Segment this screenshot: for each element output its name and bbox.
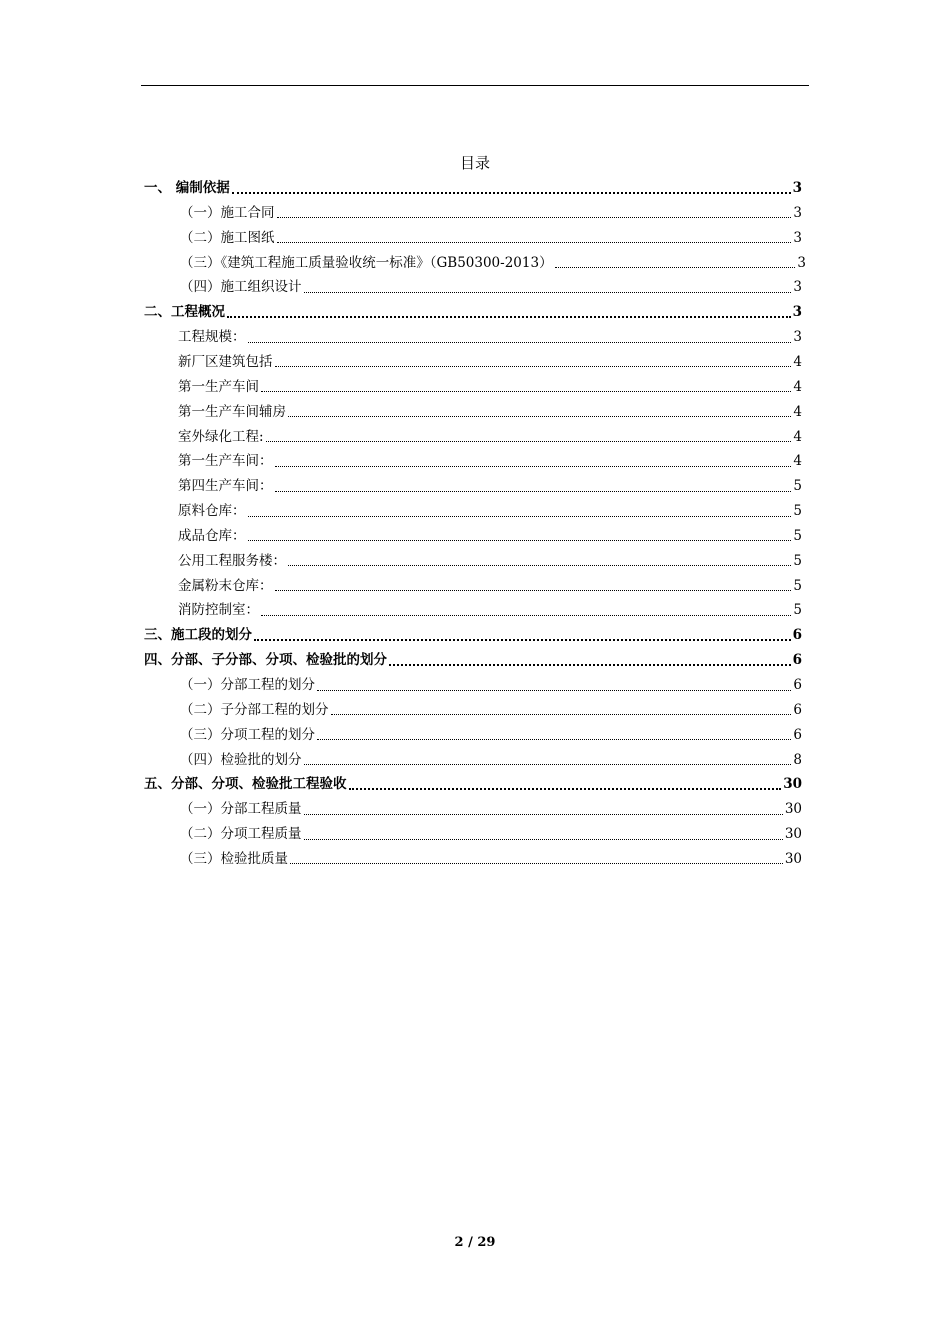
toc-entry-page: 5 xyxy=(793,527,802,544)
toc-entry[interactable] xyxy=(144,623,802,647)
toc-leader-dots xyxy=(277,242,792,243)
toc-entry[interactable] xyxy=(178,549,802,573)
toc-leader-dots xyxy=(227,316,791,318)
toc-entry[interactable] xyxy=(144,648,802,672)
toc-leader-dots xyxy=(232,192,791,194)
toc-entry-page: 4 xyxy=(793,403,802,420)
toc-entry-page: 3 xyxy=(793,329,802,346)
toc-entry-page: 4 xyxy=(793,428,802,445)
toc-entry-page: 5 xyxy=(793,602,802,619)
toc-leader-dots xyxy=(248,342,792,343)
toc-entry-text: 室外绿化工程: xyxy=(178,428,264,445)
toc-entry-text: 第一生产车间辅房 xyxy=(178,403,286,420)
toc-leader-dots xyxy=(290,863,783,864)
toc-entry[interactable] xyxy=(178,375,802,399)
toc-entry-text: 第一生产车间 xyxy=(178,378,259,395)
toc-leader-dots xyxy=(317,739,791,740)
toc-entry-page: 6 xyxy=(793,726,802,743)
toc-entry[interactable] xyxy=(178,598,802,622)
toc-entry-text: （一）施工合同 xyxy=(180,204,275,221)
toc-entry-text: 原料仓库： xyxy=(178,503,246,520)
toc-entry-page: 4 xyxy=(793,353,802,370)
toc-title: 目录 xyxy=(459,154,490,172)
toc-entry-text: 工程规模： xyxy=(178,329,246,346)
toc-entry[interactable] xyxy=(180,251,806,275)
toc-entry-page: 30 xyxy=(783,776,802,793)
toc-entry-page: 3 xyxy=(797,254,806,271)
toc-entry[interactable] xyxy=(178,574,802,598)
toc-leader-dots xyxy=(389,664,791,666)
toc-leader-dots xyxy=(277,217,792,218)
toc-entry-page: 30 xyxy=(784,850,802,867)
toc-entry-page: 30 xyxy=(784,826,802,843)
toc-entry[interactable] xyxy=(180,275,802,299)
toc-entry-text: 五、分部、分项、检验批工程验收 xyxy=(144,776,347,793)
toc-entry-page: 5 xyxy=(793,552,802,569)
toc-entry-text: 第一生产车间： xyxy=(178,453,273,470)
toc-leader-dots xyxy=(248,516,792,517)
toc-entry-text: （二）分项工程质量 xyxy=(180,826,302,843)
toc-leader-dots xyxy=(288,565,791,566)
toc-entry-text: （三）《建筑工程施工质量验收统一标准》（GB50300-2013） xyxy=(180,254,553,271)
toc-entry-page: 6 xyxy=(792,652,802,669)
toc-entry-text: （三）分项工程的划分 xyxy=(180,726,315,743)
toc-entry-text: 四、分部、子分部、分项、检验批的划分 xyxy=(144,652,387,669)
toc-leader-dots xyxy=(254,639,791,641)
toc-entry-page: 3 xyxy=(793,204,802,221)
toc-leader-dots xyxy=(349,788,782,790)
toc-leader-dots xyxy=(275,590,792,591)
page-footer: 2 / 29 xyxy=(454,1235,496,1250)
toc-entry-text: 公用工程服务楼： xyxy=(178,552,286,569)
toc-entry-page: 5 xyxy=(793,478,802,495)
toc-entry[interactable] xyxy=(180,226,802,250)
toc-entry[interactable] xyxy=(178,499,802,523)
toc-leader-dots xyxy=(261,615,791,616)
toc-entry-page: 6 xyxy=(792,627,802,644)
toc-leader-dots xyxy=(555,267,796,268)
toc-leader-dots xyxy=(275,366,792,367)
toc-entry-page: 5 xyxy=(793,503,802,520)
toc-leader-dots xyxy=(304,814,783,815)
toc-leader-dots xyxy=(261,391,791,392)
toc-entry-page: 30 xyxy=(784,801,802,818)
toc-leader-dots xyxy=(266,441,792,442)
toc-entry-text: （四）施工组织设计 xyxy=(180,279,302,296)
toc-leader-dots xyxy=(288,416,791,417)
toc-entry-text: （二）子分部工程的划分 xyxy=(180,701,329,718)
toc-entry-text: （二）施工图纸 xyxy=(180,229,275,246)
toc-entry-text: 一、 编制依据 xyxy=(144,180,230,196)
toc-entry-text: 新厂区建筑包括 xyxy=(178,353,273,370)
toc-entry[interactable] xyxy=(178,325,802,349)
toc-leader-dots xyxy=(275,491,792,492)
toc-entry-text: （四）检验批的划分 xyxy=(180,751,302,768)
toc-entry[interactable] xyxy=(180,723,802,747)
toc-entry[interactable] xyxy=(180,748,802,772)
toc-entry-text: 金属粉末仓库： xyxy=(178,577,273,594)
toc-entry-text: 三、施工段的划分 xyxy=(144,627,252,644)
toc-entry-page: 6 xyxy=(793,677,802,693)
toc-entry-text: 成品仓库： xyxy=(178,527,246,544)
toc-entry-text: 二、工程概况 xyxy=(144,304,225,321)
toc-entry-page: 4 xyxy=(793,378,802,395)
toc-entry[interactable] xyxy=(178,350,802,374)
toc-leader-dots xyxy=(331,714,792,715)
toc-entry[interactable] xyxy=(144,176,802,200)
header-rule xyxy=(141,85,809,86)
toc-entry[interactable] xyxy=(178,524,802,548)
toc-leader-dots xyxy=(248,540,792,541)
toc-entry-page: 3 xyxy=(793,279,802,296)
toc-entry[interactable] xyxy=(180,201,802,225)
toc-entry-text: 消防控制室： xyxy=(178,602,259,619)
toc-entry[interactable] xyxy=(180,847,802,871)
toc-entry-page: 3 xyxy=(792,304,802,321)
toc-entry-page: 6 xyxy=(793,701,802,718)
toc-entry-text: 第四生产车间： xyxy=(178,478,273,495)
toc-entry[interactable] xyxy=(144,300,802,324)
toc-leader-dots xyxy=(304,292,792,293)
toc-entry[interactable] xyxy=(178,400,802,424)
toc-entry-text: （一）分部工程的划分 xyxy=(180,677,315,693)
toc-entry[interactable] xyxy=(178,449,802,473)
toc-entry-page: 3 xyxy=(792,180,802,196)
toc-entry[interactable] xyxy=(180,673,802,697)
toc-leader-dots xyxy=(275,466,792,467)
toc-leader-dots xyxy=(317,690,791,691)
toc-entry[interactable] xyxy=(144,772,802,796)
toc-entry[interactable] xyxy=(180,797,802,821)
toc-entry-text: （一）分部工程质量 xyxy=(180,801,302,818)
toc-entry[interactable] xyxy=(178,425,802,449)
toc-entry[interactable] xyxy=(180,822,802,846)
toc-entry[interactable] xyxy=(180,698,802,722)
toc-entry[interactable] xyxy=(178,474,802,498)
toc-leader-dots xyxy=(304,764,792,765)
toc-entry-page: 5 xyxy=(793,577,802,594)
toc-leader-dots xyxy=(304,839,783,840)
toc-entry-page: 3 xyxy=(793,229,802,246)
toc-entry-page: 4 xyxy=(793,453,802,470)
toc-entry-page: 8 xyxy=(793,751,802,768)
toc-entry-text: （三）检验批质量 xyxy=(180,850,288,867)
